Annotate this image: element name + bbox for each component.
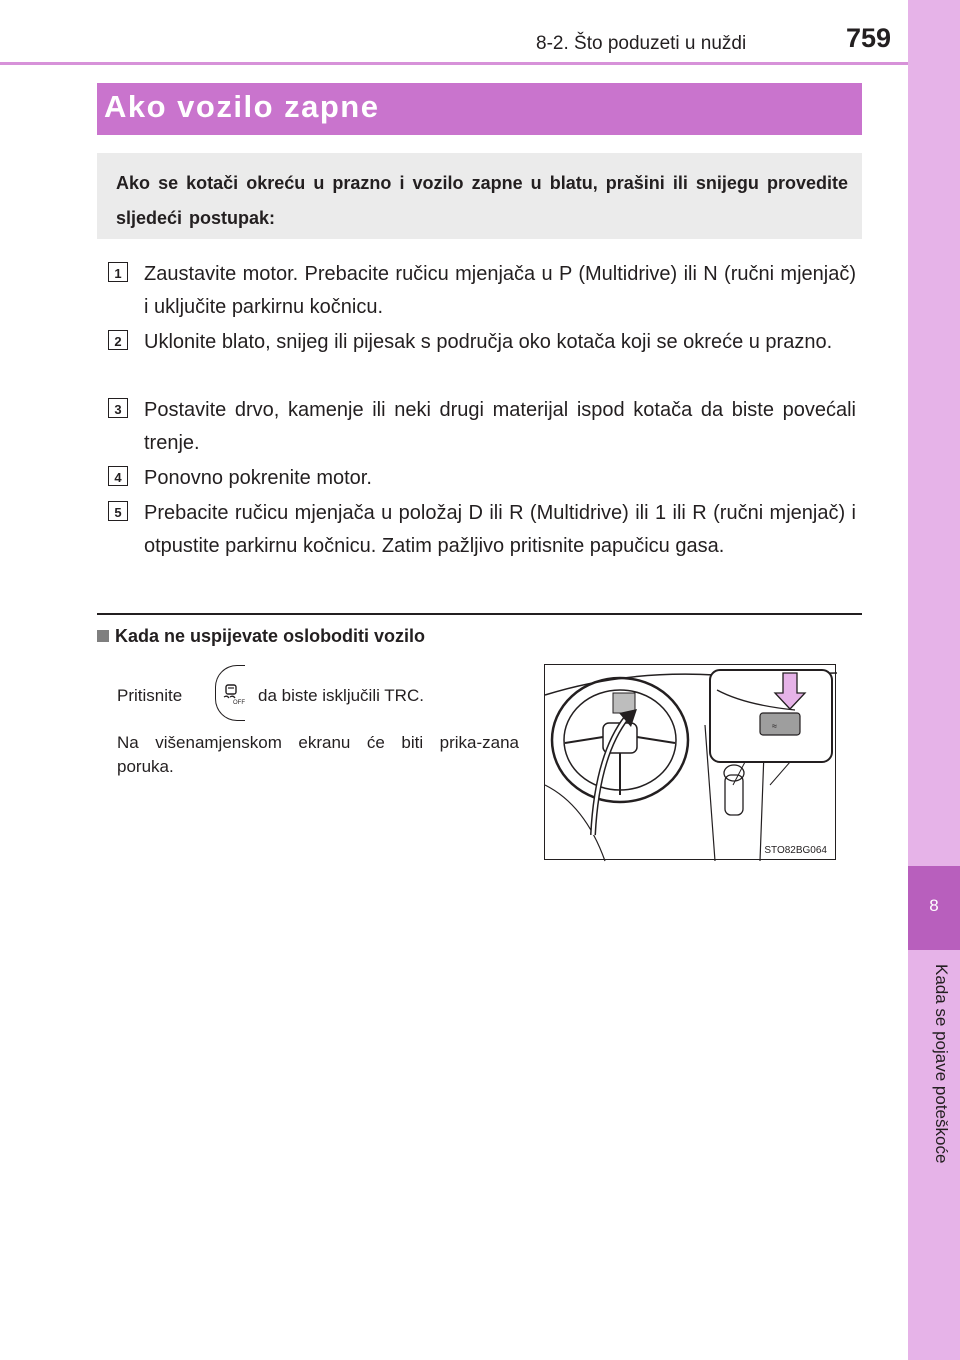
- step-text: Uklonite blato, snijeg ili pijesak s područja oko kotača koji se okreće u prazno.: [144, 331, 833, 353]
- chapter-title: Kada se pojave poteškoće: [932, 964, 951, 1164]
- note-before-button: Pritisnite: [117, 686, 183, 705]
- step-text: Prebacite ručicu mjenjača u položaj D ili R (Multidrive) ili 1 ili R (ručni mjenjač) i otpustite parkirnu kočnicu. Zatim pažljivo pritisnite papučicu gasa.: [144, 502, 856, 557]
- page-number: 759: [846, 23, 892, 53]
- section-path: 8-2. Što poduzeti u nuždi: [536, 33, 747, 54]
- subsection-title: Kada ne uspijevate osloboditi vozilo: [115, 626, 426, 646]
- page-title: Ako vozilo zapne: [104, 89, 380, 124]
- section-divider: [97, 613, 862, 615]
- step-text: Postavite drvo, kamenje ili neki drugi materijal ispod kotača da biste povećali trenje.: [144, 399, 856, 454]
- note-line-2: Na višenamjenskom ekranu će biti prika-zana poruka.: [117, 733, 519, 776]
- illustration-code: STO82BG064: [764, 845, 827, 856]
- step-number-badge: 4: [108, 466, 128, 486]
- svg-text:OFF: OFF: [233, 700, 245, 706]
- square-bullet-icon: [97, 630, 109, 642]
- chapter-number: 8: [929, 896, 939, 915]
- subsection-heading: [97, 626, 425, 647]
- step-number-badge: 1: [108, 262, 128, 282]
- step-number-badge: 3: [108, 398, 128, 418]
- svg-text:≈: ≈: [772, 721, 777, 731]
- header-rule: [0, 62, 908, 65]
- step-number-badge: 2: [108, 330, 128, 350]
- step-text: Ponovno pokrenite motor.: [144, 467, 372, 489]
- step-number-badge: 5: [108, 501, 128, 521]
- intro-text: Ako se kotači okreću u prazno i vozilo zapne u blatu, prašini ili snijegu provedite sljedeći postupak:: [116, 173, 848, 228]
- trc-off-icon: [215, 665, 245, 721]
- dashboard-steering-wheel-icon: [544, 664, 836, 860]
- note-after-button: da biste isključili TRC.: [258, 686, 424, 705]
- step-text: Zaustavite motor. Prebacite ručicu mjenjača u P (Multidrive) ili N (ručni mjenjač) i uključite parkirnu kočnicu.: [144, 263, 856, 318]
